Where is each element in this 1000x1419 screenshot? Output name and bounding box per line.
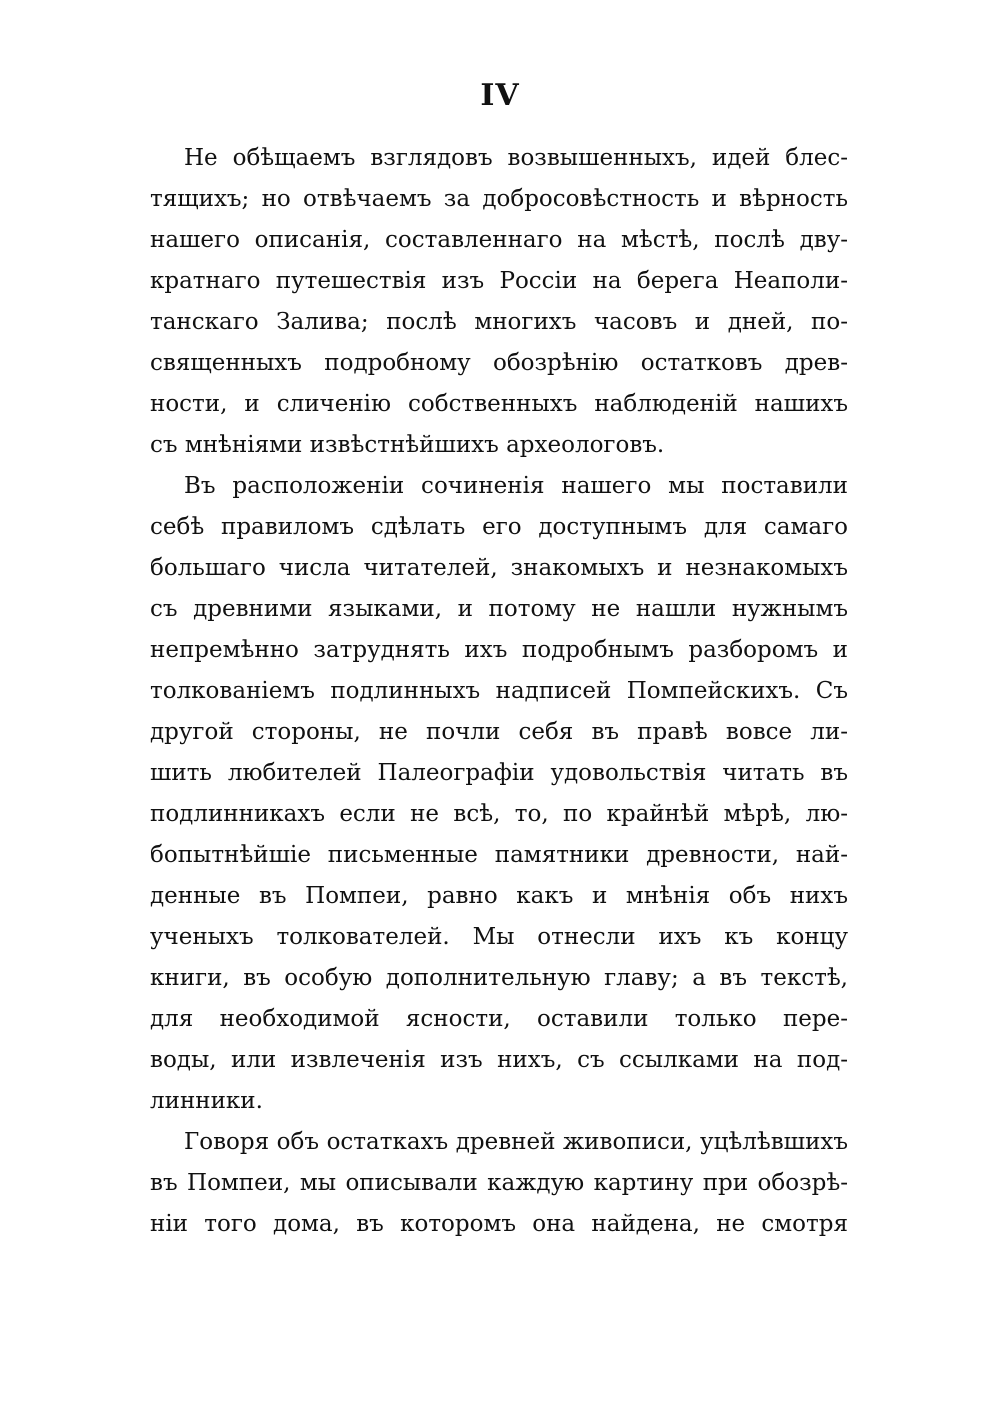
- text-line: ности, и сличенію собственныхъ наблюденій нашихъ: [150, 391, 848, 417]
- text-line: бопытнѣйшіе письменные памятники древности, най-: [150, 842, 848, 868]
- text-line: ніи того дома, въ которомъ она найдена, не смотря: [150, 1211, 848, 1237]
- text-line: Говоря объ остаткахъ древней живописи, уцѣлѣвшихъ: [184, 1129, 848, 1155]
- paragraph-1: [150, 138, 848, 466]
- text-line: себѣ правиломъ сдѣлать его доступнымъ для самаго: [150, 514, 848, 540]
- text-line: танскаго Залива; послѣ многихъ часовъ и дней, по-: [150, 309, 848, 335]
- paragraph-3: [150, 1122, 848, 1245]
- text-line: книги, въ особую дополнительную главу; а въ текстѣ,: [150, 965, 848, 991]
- text-line: для необходимой ясности, оставили только пере-: [150, 1006, 848, 1032]
- text-line: Въ расположеніи сочиненія нашего мы поставили: [184, 473, 848, 499]
- text-line: съ мнѣніями извѣстнѣйшихъ археологовъ.: [150, 432, 665, 458]
- body-text: [150, 138, 848, 1245]
- text-line: большаго числа читателей, знакомыхъ и незнакомыхъ: [150, 555, 848, 581]
- text-line: Не обѣщаемъ взглядовъ возвышенныхъ, идей блес-: [184, 145, 848, 171]
- text-line: нашего описанія, составленнаго на мѣстѣ, послѣ дву-: [150, 227, 848, 253]
- text-line: тящихъ; но отвѣчаемъ за добросовѣстность и вѣрность: [150, 186, 848, 212]
- text-line: денные въ Помпеи, равно какъ и мнѣнія объ нихъ: [150, 883, 848, 909]
- text-line: священныхъ подробному обозрѣнію остатковъ древ-: [150, 350, 848, 376]
- text-line: кратнаго путешествія изъ Россіи на берега Неаполи-: [150, 268, 848, 294]
- text-line: съ древними языками, и потому не нашли нужнымъ: [150, 596, 848, 622]
- text-line: воды, или извлеченія изъ нихъ, съ ссылками на под-: [150, 1047, 848, 1073]
- text-line: толкованіемъ подлинныхъ надписей Помпейскихъ. Съ: [150, 678, 848, 704]
- text-line: ученыхъ толкователей. Мы отнесли ихъ къ концу: [150, 924, 848, 950]
- text-line: линники.: [150, 1088, 263, 1114]
- paragraph-2: [150, 466, 848, 1122]
- text-line: шить любителей Палеографіи удовольствія читать въ: [150, 760, 848, 786]
- text-line: другой стороны, не почли себя въ правѣ вовсе ли-: [150, 719, 848, 745]
- text-line: въ Помпеи, мы описывали каждую картину при обозрѣ-: [150, 1170, 848, 1196]
- text-line: подлинникахъ если не всѣ, то, по крайнѣй мѣрѣ, лю-: [150, 801, 848, 827]
- text-line: непремѣнно затруднять ихъ подробнымъ разборомъ и: [150, 637, 848, 663]
- page-number: IV: [480, 78, 520, 113]
